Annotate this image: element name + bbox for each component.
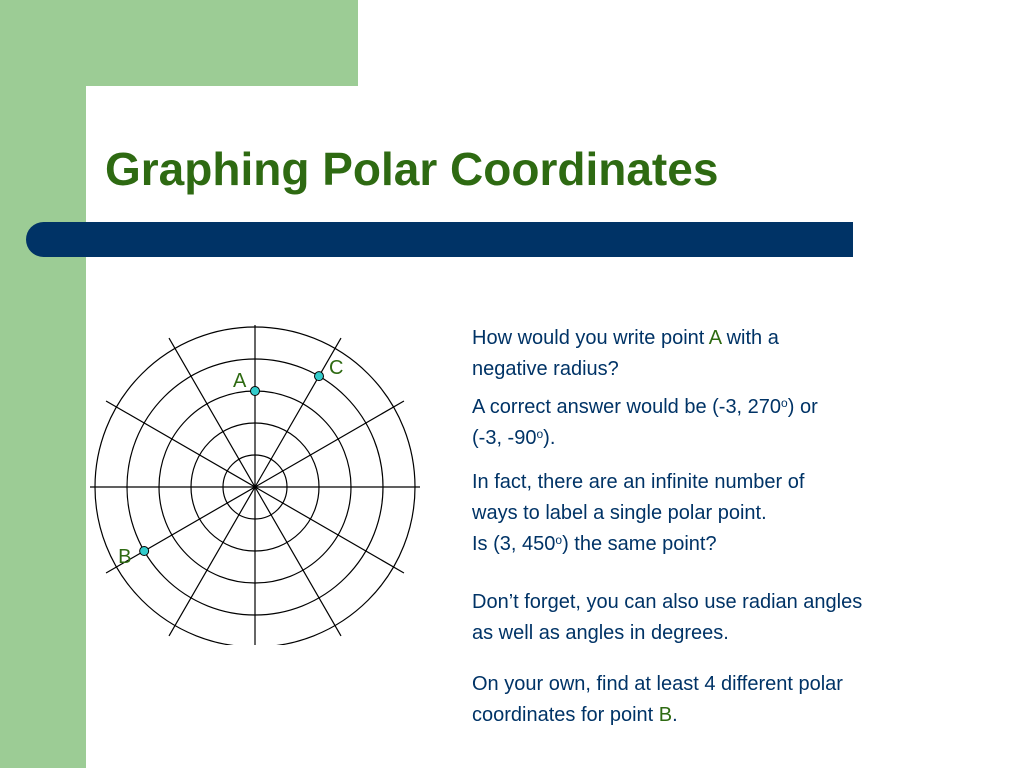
grid-spoke <box>106 401 255 487</box>
grid-spoke <box>255 401 404 487</box>
grid-spoke <box>255 487 341 636</box>
point-b-label: B <box>118 546 132 568</box>
grid-spoke <box>169 487 255 636</box>
polar-graph <box>90 325 420 645</box>
title-rule <box>26 222 853 257</box>
exercise-text: On your own, find at least 4 different polar coordinates for point B. <box>472 673 843 726</box>
polar-points <box>118 357 343 568</box>
sidebar-left-decoration <box>0 0 86 768</box>
point-c-label: C <box>329 357 344 380</box>
answer-text: A correct answer would be (-3, 270$^o$) or (-3, -90$^o$). <box>472 396 818 449</box>
radian-note: Don’t forget, you can also use radian angles as well as angles in degrees. <box>472 591 863 644</box>
point-b-ref: B <box>658 704 673 726</box>
point-c-marker <box>315 372 324 381</box>
slide-title: Graphing Polar Coordinates <box>105 143 719 195</box>
point-b-marker <box>140 547 149 556</box>
question-negative-radius: How would you write point A with a negative radius? <box>472 327 779 380</box>
polar-grid <box>90 325 420 645</box>
point-a-label: A <box>233 370 247 392</box>
point-a-marker <box>251 387 260 396</box>
grid-spoke <box>169 338 255 487</box>
infinite-ways-text: In fact, there are an infinite number of ways to label a single polar point. Is (3, 450$^o$) the same point? <box>472 471 805 555</box>
grid-spoke <box>255 487 404 573</box>
point-a-ref: A <box>708 327 722 349</box>
